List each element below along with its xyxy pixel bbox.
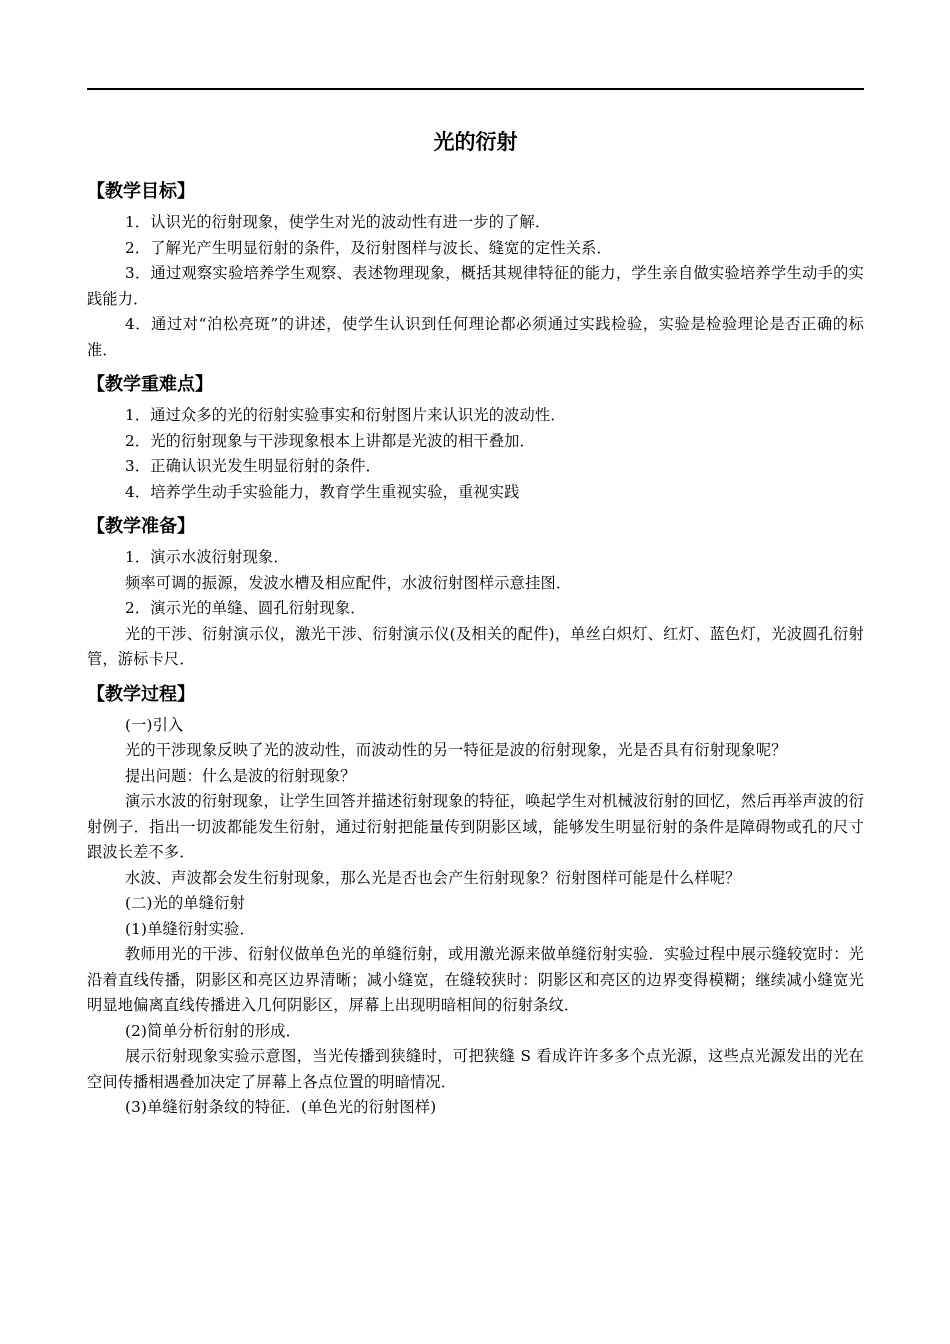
paragraph: 光的干涉现象反映了光的波动性，而波动性的另一特征是波的衍射现象，光是否具有衍射现象呢？ xyxy=(125,741,787,759)
paragraph: (二)光的单缝衍射 xyxy=(125,894,245,912)
paragraph: (2)简单分析衍射的形成． xyxy=(125,1021,301,1040)
paragraph: 3．通过观察实验培养学生观察、表述物理现象，概括其规律特征的能力，学生亲自做实验培养学生动手的实践能力． xyxy=(87,264,864,308)
paragraph: 水波、声波都会发生衍射现象，那么光是否也会产生衍射现象？衍射图样可能是什么样呢？ xyxy=(125,868,741,887)
paragraph: 1．演示水波衍射现象． xyxy=(125,548,289,566)
header-rule xyxy=(87,88,864,90)
section-heading: 【教学过程】 xyxy=(87,683,195,705)
paragraph: (3)单缝衍射条纹的特征．(单色光的衍射图样) xyxy=(125,1098,437,1116)
page-title: 光的衍射 xyxy=(433,130,518,154)
section-teaching-process xyxy=(87,679,864,1121)
paragraph: 1．认识光的衍射现象，使学生对光的波动性有进一步的了解． xyxy=(125,213,551,231)
paragraph: 2．演示光的单缝、圆孔衍射现象． xyxy=(125,599,366,617)
paragraph: 3．正确认识光发生明显衍射的条件． xyxy=(125,457,382,475)
paragraph: 教师用光的干涉、衍射仪做单色光的单缝衍射，或用激光源来做单缝衍射实验．实验过程中展示缝较宽时：光沿着直线传播，阴影区和亮区边界清晰；减小缝宽，在缝较狭时：阴影区和亮区的边界变得模糊；继续减小缝宽光明显地偏离直线传播进入几何阴影区，屏幕上出现明暗相间的衍射条纹． xyxy=(87,945,864,1014)
paragraph: 4．通过对“泊松亮斑”的讲述，使学生认识到任何理论都必须通过实践检验，实验是检验理论是否正确的标准． xyxy=(87,315,864,359)
paragraph: 2．光的衍射现象与干涉现象根本上讲都是光波的相干叠加． xyxy=(125,431,535,450)
paragraph: 2．了解光产生明显衍射的条件，及衍射图样与波长、缝宽的定性关系． xyxy=(125,238,612,257)
section-heading: 【教学目标】 xyxy=(87,181,195,202)
section-key-difficulties xyxy=(87,369,864,511)
paragraph: 1．通过众多的光的衍射实验事实和衍射图片来认识光的波动性． xyxy=(125,406,566,424)
paragraph: 4．培养学生动手实验能力，教育学生重视实验，重视实践 xyxy=(125,482,520,501)
section-teaching-goals xyxy=(87,176,864,369)
paragraph: 光的干涉、衍射演示仪，激光干涉、衍射演示仪(及相关的配件)，单丝白炽灯、红灯、蓝色灯，光波圆孔衍射管，游标卡尺． xyxy=(87,624,864,668)
paragraph: 展示衍射现象实验示意图，当光传播到狭缝时，可把狭缝 S 看成许许多多个点光源，这些点光源发出的光在空间传播相遇叠加决定了屏幕上各点位置的明暗情况． xyxy=(87,1047,864,1091)
paragraph: (1)单缝衍射实验． xyxy=(125,919,255,938)
section-preparation xyxy=(87,511,864,679)
paragraph: 提出问题：什么是波的衍射现象？ xyxy=(125,766,356,785)
document-body xyxy=(87,176,864,1121)
paragraph: 演示水波的衍射现象，让学生回答并描述衍射现象的特征，唤起学生对机械波衍射的回忆，然后再举声波的衍射例子．指出一切波都能发生衍射，通过衍射把能量传到阴影区域，能够发生明显衍射的条件是障碍物或孔的尺寸跟波长差不多． xyxy=(87,792,864,861)
paragraph: 频率可调的振源，发波水槽及相应配件，水波衍射图样示意挂图． xyxy=(125,573,572,592)
section-heading: 【教学准备】 xyxy=(87,516,195,537)
paragraph: (一)引入 xyxy=(125,715,184,734)
section-heading: 【教学重难点】 xyxy=(87,374,213,395)
